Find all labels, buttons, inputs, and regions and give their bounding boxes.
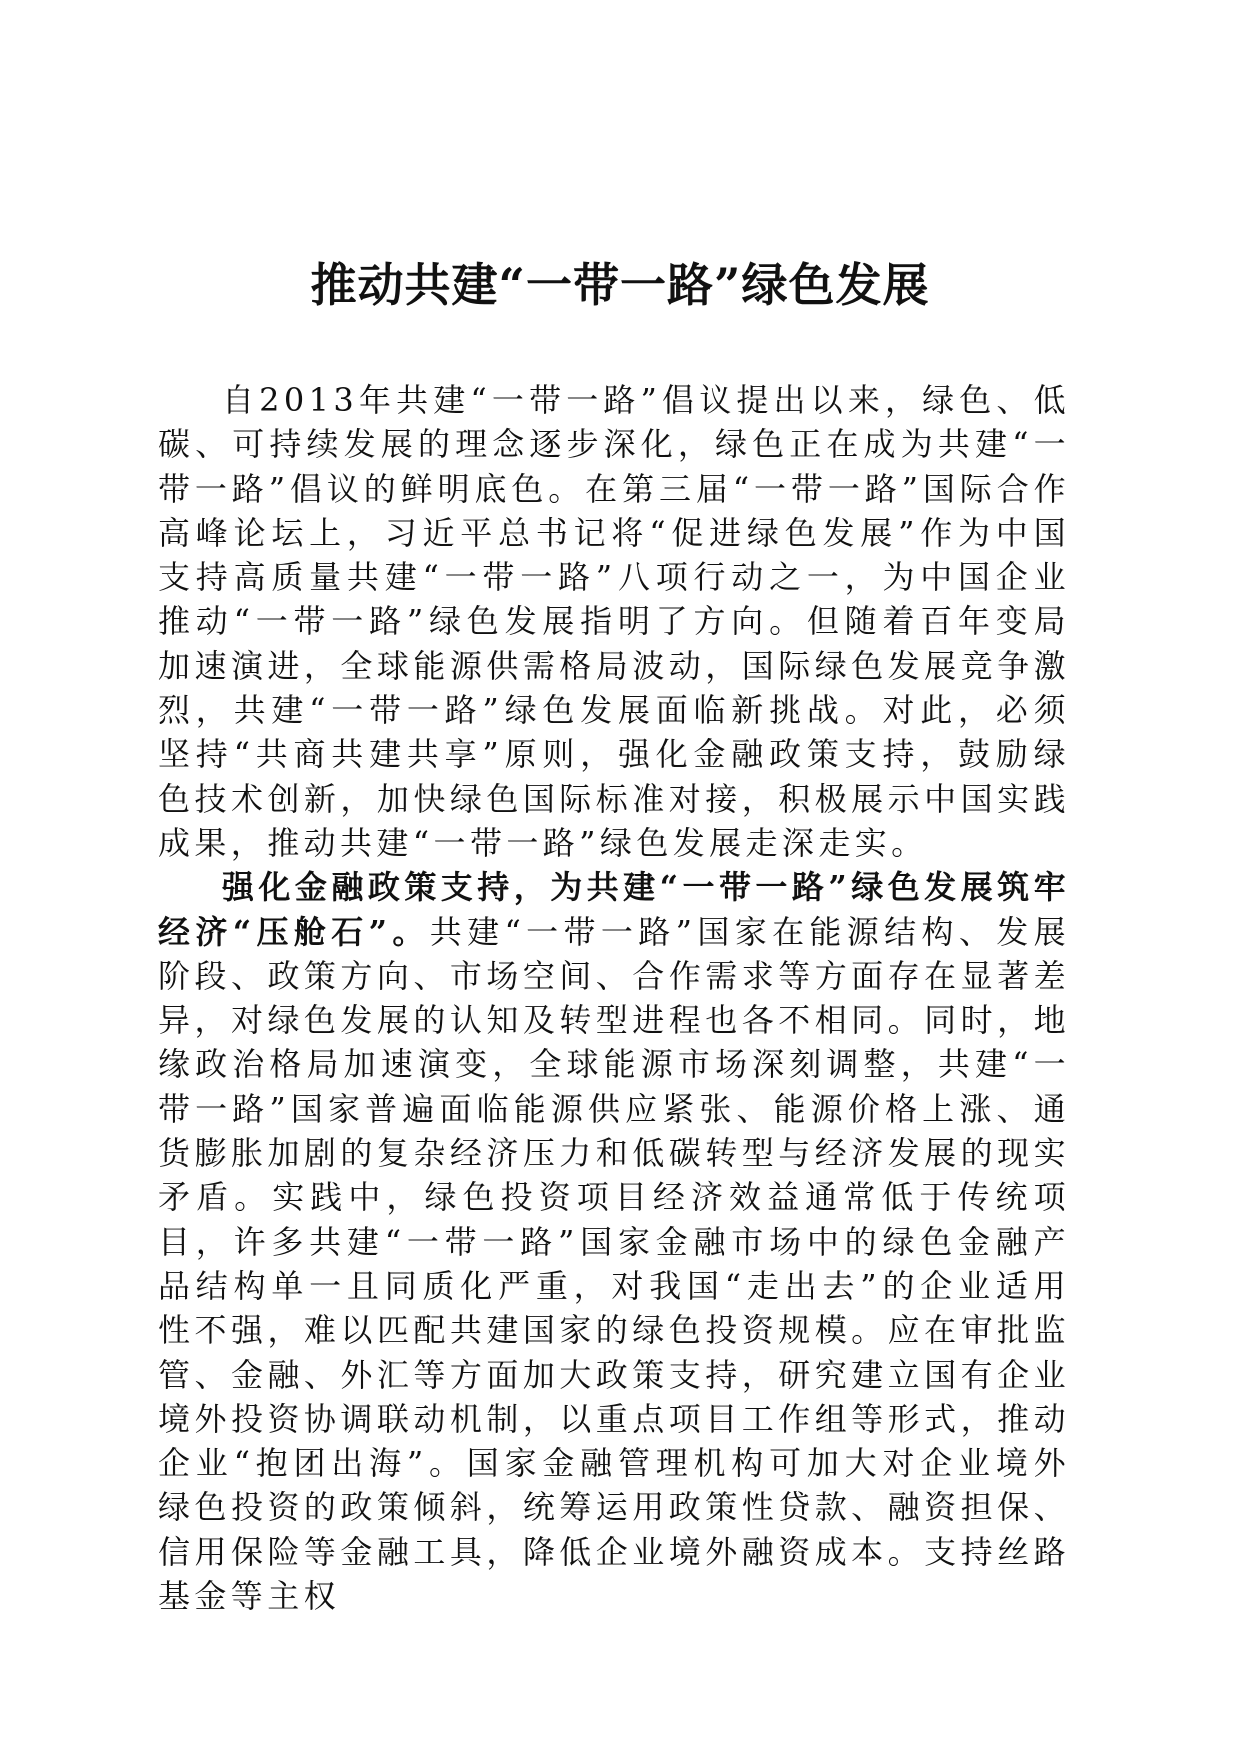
article-body: [158, 378, 1070, 1618]
paragraph-intro-text: 自2013年共建“一带一路”倡议提出以来，绿色、低碳、可持续发展的理念逐步深化，绿色正在成为共建“一带一路”倡议的鲜明底色。在第三届“一带一路”国际合作高峰论坛上，习近平总书记将“促进绿色发展”作为中国支持高质量共建“一带一路”八项行动之一，为中国企业推动“一带一路”绿色发展指明了方向。但随着百年变局加速演进，全球能源供需格局波动，国际绿色发展竞争激烈，共建“一带一路”绿色发展面临新挑战。对此，必须坚持“共商共建共享”原则，强化金融政策支持，鼓励绿色技术创新，加快绿色国际标准对接，积极展示中国实践成果，推动共建“一带一路”绿色发展走深走实。: [158, 381, 1070, 862]
page-title: 推动共建“一带一路”绿色发展: [310, 258, 930, 312]
paragraph-finance-policy-text: 共建“一带一路”国家在能源结构、发展阶段、政策方向、市场空间、合作需求等方面存在显著差异，对绿色发展的认知及转型进程也各不相同。同时，地缘政治格局加速演变，全球能源市场深刻调整，共建“一带一路”国家普遍面临能源供应紧张、能源价格上涨、通货膨胀加剧的复杂经济压力和低碳转型与经济发展的现实矛盾。实践中，绿色投资项目经济效益通常低于传统项目，许多共建“一带一路”国家金融市场中的绿色金融产品结构单一且同质化严重，对我国“走出去”的企业适用性不强，难以匹配共建国家的绿色投资规模。应在审批监管、金融、外汇等方面加大政策支持，研究建立国有企业境外投资协调联动机制，以重点项目工作组等形式，推动企业“抱团出海”。国家金融管理机构可加大对企业境外绿色投资的政策倾斜，统筹运用政策性贷款、融资担保、信用保险等金融工具，降低企业境外融资成本。支持丝路基金等主权: [158, 912, 1071, 1616]
paragraph-lead-heading: 强化金融政策支持，为共建“一带一路”绿色发展筑牢经济“压舱石”。: [158, 868, 1070, 951]
paragraph-intro: [158, 378, 1070, 865]
paragraph-finance-policy: [158, 865, 1070, 1618]
